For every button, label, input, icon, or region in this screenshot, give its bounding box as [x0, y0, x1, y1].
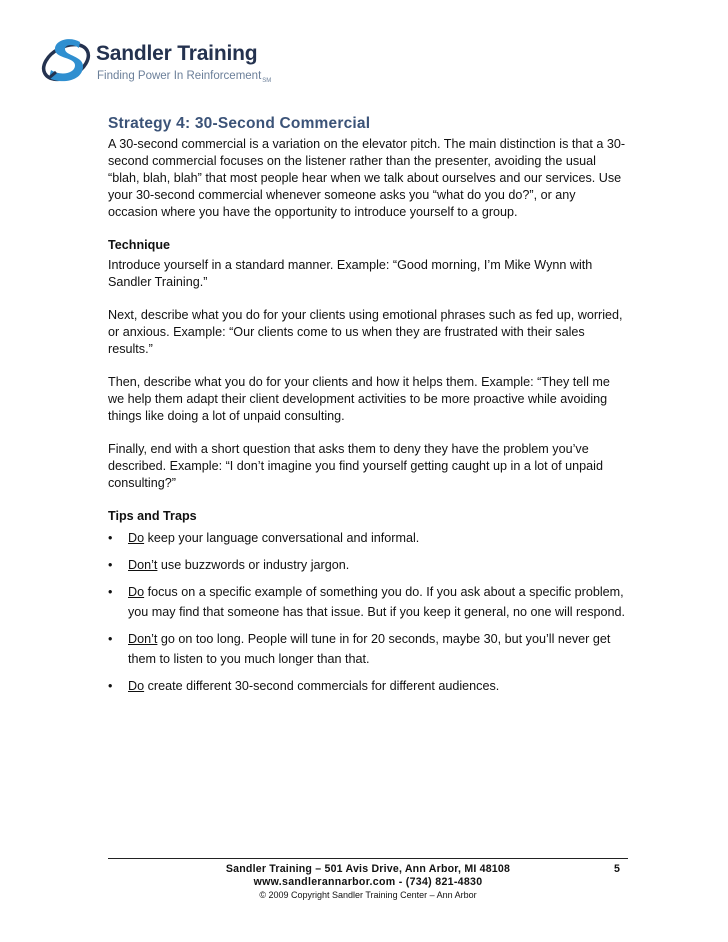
- brand-tagline: [97, 70, 271, 84]
- tips-list: [108, 528, 628, 696]
- technique-heading: Technique: [108, 238, 171, 252]
- strategy-title: Strategy 4: 30-Second Commercial: [108, 115, 371, 132]
- tip-lead: Do: [128, 585, 145, 599]
- bullet-icon: •: [108, 531, 113, 545]
- bullet-icon: •: [108, 679, 113, 693]
- footer-contact: www.sandlerannarbor.com - (734) 821-4830: [253, 876, 483, 888]
- sandler-s-logo-icon: [40, 32, 96, 88]
- tip-item: [108, 555, 628, 575]
- bullet-icon: •: [108, 558, 113, 572]
- tip-text: keep your language conversational and informal.: [144, 531, 420, 545]
- tip-lead: Do: [128, 679, 145, 693]
- page-number: 5: [614, 863, 620, 875]
- tip-text: create different 30-second commercials for different audiences.: [144, 679, 500, 693]
- tip-text: focus on a specific example of something you do. If you ask about a specific problem, you may find that someone has that issue. But if you keep it general, no one will respond.: [128, 585, 626, 619]
- footer-copyright: © 2009 Copyright Sandler Training Center – Ann Arbor: [259, 890, 477, 900]
- tip-item: [108, 629, 628, 669]
- tip-item: [108, 582, 628, 622]
- sandler-logo: [40, 32, 280, 92]
- tips-heading: Tips and Traps: [108, 509, 197, 523]
- page-footer: [108, 863, 628, 902]
- tip-text: go on too long. People will tune in for 20 seconds, maybe 30, but you’ll never get them to listen to you much longer than that.: [128, 632, 611, 666]
- tip-lead: Do: [128, 531, 145, 545]
- technique-paragraph: Introduce yourself in a standard manner. Example: “Good morning, I’m Mike Wynn with Sandler Training.”: [108, 258, 593, 289]
- tip-lead: Don’t: [128, 558, 158, 572]
- tagline-text: Finding Power In Reinforcement: [97, 70, 262, 82]
- brand-name: Sandler Training: [96, 42, 258, 65]
- bullet-icon: •: [108, 632, 113, 646]
- page-content: [108, 115, 628, 703]
- technique-paragraph: Finally, end with a short question that asks them to deny they have the problem you’ve described. Example: “I don’t imagine you find yourself getting caught up in a lot of unpaid consulting?”: [108, 442, 603, 490]
- tip-text: use buzzwords or industry jargon.: [157, 558, 350, 572]
- tip-lead: Don’t: [128, 632, 158, 646]
- tip-item: [108, 676, 628, 696]
- strategy-intro: A 30-second commercial is a variation on the elevator pitch. The main distinction is that a 30-second commercial focuses on the listener rather than the presenter, avoiding the usual “blah, blah, blah” that most people hear when we talk about ourselves and our services. Use your 30-second commercial whenever someone asks you “what do you do?”, or any occasion where you have the opportunity to introduce yourself to a group.: [108, 137, 626, 219]
- technique-paragraph: Next, describe what you do for your clients using emotional phrases such as fed up, worried, or anxious. Example: “Our clients come to us when they are frustrated with their sales results.”: [108, 308, 623, 356]
- footer-address: Sandler Training – 501 Avis Drive, Ann Arbor, MI 48108: [225, 863, 511, 875]
- technique-paragraph: Then, describe what you do for your clients and how it helps them. Example: “They tell me we help them adapt their client development activities to be more proactive while avoiding things like doing a lot of unpaid consulting.: [108, 375, 610, 423]
- service-mark: SM: [262, 78, 272, 85]
- footer-divider: [108, 858, 628, 859]
- tip-item: [108, 528, 628, 548]
- bullet-icon: •: [108, 585, 113, 599]
